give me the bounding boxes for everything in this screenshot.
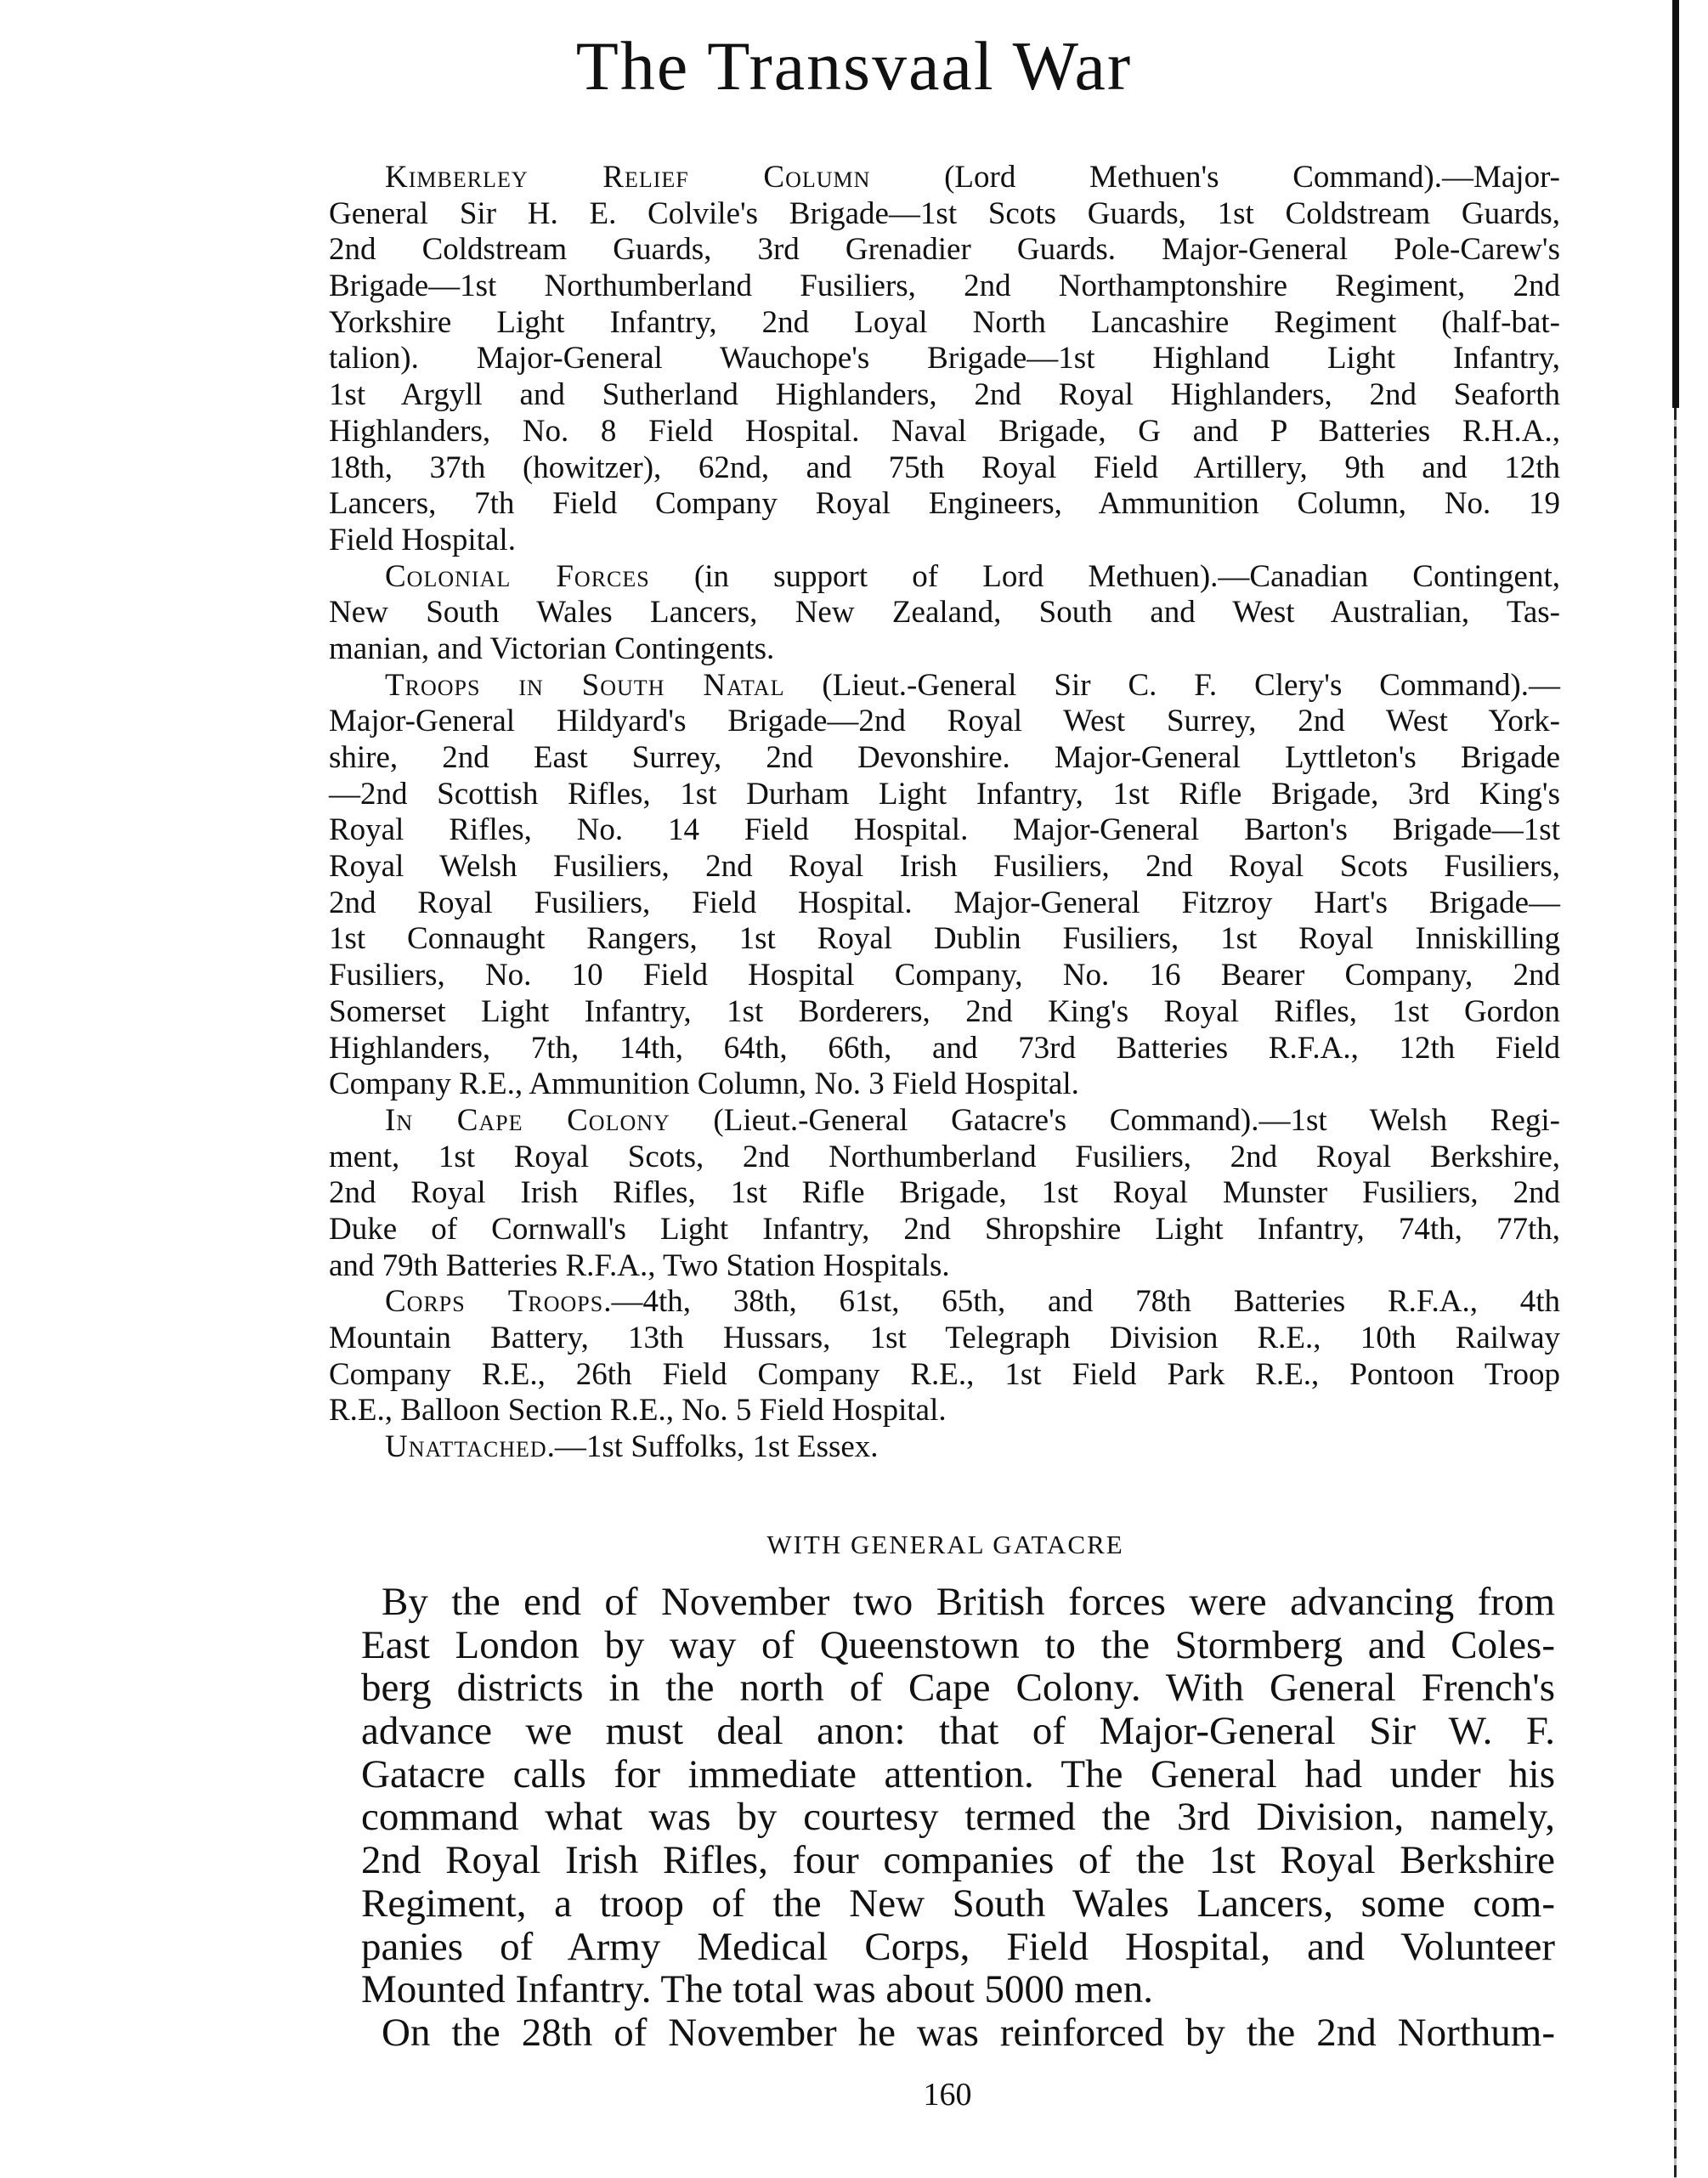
line-text: (in support of Lord Methuen).—Canadian Contingent, bbox=[649, 558, 1561, 594]
text-line bbox=[329, 668, 1560, 704]
text-line: East London by way of Queenstown to the Stormberg and Coles- bbox=[361, 1622, 1555, 1667]
text-line bbox=[329, 196, 1560, 233]
line-text: talion). Major-General Wauchope's Brigade—1st Highland Light Infantry, bbox=[329, 341, 1560, 376]
line-text: Yorkshire Light Infantry, 2nd Loyal North Lancashire Regiment (half-bat- bbox=[329, 304, 1560, 340]
text-line bbox=[329, 1103, 1560, 1140]
line-text: Highlanders, No. 8 Field Hospital. Naval Brigade, G and P Batteries R.H.A., bbox=[329, 413, 1560, 449]
unit-heading: Troops in South Natal bbox=[385, 667, 785, 703]
text-line bbox=[329, 1248, 1560, 1285]
text-line bbox=[329, 160, 1560, 196]
text-line bbox=[329, 1393, 1560, 1429]
text-line: By the end of November two British forces were advancing from bbox=[382, 1580, 1555, 1624]
text-line bbox=[329, 305, 1560, 342]
line-text: .—4th, 38th, 61st, 65th, and 78th Batteries R.F.A., 4th bbox=[603, 1284, 1560, 1320]
line-text: (Lord Methuen's Command).—Major- bbox=[870, 160, 1560, 195]
line-text: manian, and Victorian Contingents. bbox=[329, 631, 775, 666]
text-line bbox=[329, 1175, 1560, 1212]
text-line bbox=[329, 1031, 1560, 1067]
order-of-battle-list bbox=[329, 160, 1560, 1466]
line-text: —2nd Scottish Rifles, 1st Durham Light Infantry, 1st Rifle Brigade, 3rd King's bbox=[329, 776, 1560, 812]
unit-paragraph bbox=[329, 1103, 1560, 1284]
unit-heading: Colonial Forces bbox=[385, 558, 650, 594]
unit-heading: Unattached bbox=[385, 1429, 547, 1465]
line-text: 2nd Royal Irish Rifles, 1st Rifle Brigade, 1st Royal Munster Fusiliers, 2nd bbox=[329, 1175, 1560, 1211]
unit-paragraph bbox=[329, 160, 1560, 559]
text-line: On the 28th of November he was reinforced by the 2nd Northum- bbox=[382, 2010, 1555, 2055]
text-line bbox=[329, 740, 1560, 777]
text-line bbox=[329, 450, 1560, 487]
text-line bbox=[329, 1321, 1560, 1357]
text-line bbox=[329, 486, 1560, 523]
text-line bbox=[329, 1066, 1560, 1103]
unit-heading: Corps Troops bbox=[385, 1284, 604, 1320]
text-line bbox=[329, 958, 1560, 994]
text-line: command what was by courtesy termed the 3rd Division, namely, bbox=[361, 1795, 1555, 1840]
line-text: 2nd Coldstream Guards, 3rd Grenadier Guards. Major-General Pole-Carew's bbox=[329, 232, 1560, 268]
line-text: Highlanders, 7th, 14th, 64th, 66th, and 73rd Batteries R.F.A., 12th Field bbox=[329, 1030, 1560, 1066]
text-line: panies of Army Medical Corps, Field Hospital, and Volunteer bbox=[361, 1924, 1555, 1969]
text-line bbox=[329, 812, 1560, 849]
text-line bbox=[329, 777, 1560, 813]
text-line bbox=[329, 414, 1560, 450]
text-line bbox=[329, 994, 1560, 1031]
unit-heading: Kimberley Relief Column bbox=[385, 160, 871, 195]
unit-paragraph bbox=[329, 1284, 1560, 1429]
line-text: 1st Connaught Rangers, 1st Royal Dublin Fusiliers, 1st Royal Inniskilling bbox=[329, 921, 1560, 957]
body-text bbox=[361, 1581, 1555, 2055]
text-line bbox=[329, 1429, 1560, 1466]
line-text: Company R.E., 26th Field Company R.E., 1st Field Park R.E., Pontoon Troop bbox=[329, 1356, 1560, 1392]
line-text: Duke of Cornwall's Light Infantry, 2nd Shropshire Light Infantry, 74th, 77th, bbox=[329, 1211, 1560, 1247]
line-text: shire, 2nd East Surrey, 2nd Devonshire. Major-General Lyttleton's Brigade bbox=[329, 740, 1560, 775]
line-text: Fusiliers, No. 10 Field Hospital Company, No. 16 Bearer Company, 2nd bbox=[329, 958, 1560, 993]
text-line bbox=[329, 921, 1560, 958]
page-title: The Transvaal War bbox=[575, 27, 1133, 105]
line-text: Major-General Hildyard's Brigade—2nd Royal West Surrey, 2nd West York- bbox=[329, 704, 1560, 739]
line-text: Somerset Light Infantry, 1st Borderers, 2nd King's Royal Rifles, 1st Gordon bbox=[329, 993, 1560, 1029]
page-edge-shadow bbox=[1674, 408, 1677, 2178]
text-line: Gatacre calls for immediate attention. The General had under his bbox=[361, 1751, 1555, 1796]
line-text: Mountain Battery, 13th Hussars, 1st Telegraph Division R.E., 10th Railway bbox=[329, 1321, 1560, 1355]
text-line bbox=[329, 377, 1560, 414]
text-line bbox=[329, 232, 1560, 269]
text-line bbox=[329, 1357, 1560, 1394]
unit-paragraph bbox=[329, 1429, 1560, 1466]
unit-paragraph bbox=[329, 559, 1560, 668]
line-text: Field Hospital. bbox=[329, 522, 516, 557]
text-line bbox=[329, 269, 1560, 305]
text-line bbox=[329, 849, 1560, 885]
text-line bbox=[329, 704, 1560, 740]
text-line bbox=[329, 1140, 1560, 1176]
text-line bbox=[329, 1284, 1560, 1321]
line-text: 2nd Royal Fusiliers, Field Hospital. Major-General Fitzroy Hart's Brigade— bbox=[329, 885, 1560, 920]
line-text: and 79th Batteries R.F.A., Two Station Hospitals. bbox=[329, 1247, 950, 1283]
text-line: berg districts in the north of Cape Colony. With General French's bbox=[361, 1666, 1555, 1711]
line-text: Company R.E., Ammunition Column, No. 3 Field Hospital. bbox=[329, 1066, 1079, 1102]
paragraph bbox=[361, 1581, 1555, 2011]
line-text: (Lieut.-General Sir C. F. Clery's Command).— bbox=[784, 667, 1560, 703]
line-text: .—1st Suffolks, 1st Essex. bbox=[546, 1429, 879, 1465]
text-line bbox=[329, 1212, 1560, 1248]
line-text: General Sir H. E. Colvile's Brigade—1st Scots Guards, 1st Coldstream Guards, bbox=[329, 195, 1560, 231]
text-line: advance we must deal anon: that of Major-General Sir W. F. bbox=[361, 1709, 1555, 1754]
unit-paragraph bbox=[329, 668, 1560, 1103]
line-text: Royal Rifles, No. 14 Field Hospital. Major-General Barton's Brigade—1st bbox=[329, 812, 1560, 848]
text-line bbox=[329, 559, 1560, 596]
line-text: 18th, 37th (howitzer), 62nd, and 75th Royal Field Artillery, 9th and 12th bbox=[329, 450, 1560, 485]
line-text: Royal Welsh Fusiliers, 2nd Royal Irish Fusiliers, 2nd Royal Scots Fusiliers, bbox=[329, 849, 1560, 885]
text-line bbox=[329, 631, 1560, 668]
paragraph bbox=[361, 2011, 1555, 2055]
text-line bbox=[329, 523, 1560, 559]
line-text: ment, 1st Royal Scots, 2nd Northumberland Fusiliers, 2nd Royal Berkshire, bbox=[329, 1139, 1560, 1174]
text-line: 2nd Royal Irish Rifles, four companies of the 1st Royal Berkshire bbox=[361, 1838, 1555, 1883]
section-heading: WITH GENERAL GATACRE bbox=[766, 1530, 1124, 1559]
line-text: (Lieut.-General Gatacre's Command).—1st Welsh Regi- bbox=[670, 1102, 1560, 1138]
text-line bbox=[329, 341, 1560, 377]
line-text: Brigade—1st Northumberland Fusiliers, 2nd Northamptonshire Regiment, 2nd bbox=[329, 269, 1560, 304]
line-text: New South Wales Lancers, New Zealand, South and West Australian, Tas- bbox=[329, 595, 1560, 631]
unit-heading: In Cape Colony bbox=[385, 1102, 670, 1138]
line-text: 1st Argyll and Sutherland Highlanders, 2nd Royal Highlanders, 2nd Seaforth bbox=[329, 377, 1560, 413]
line-text: R.E., Balloon Section R.E., No. 5 Field Hospital. bbox=[329, 1393, 947, 1428]
text-line: Mounted Infantry. The total was about 5000 men. bbox=[361, 1967, 1153, 2012]
page-number: 160 bbox=[923, 2077, 972, 2113]
text-line bbox=[329, 885, 1560, 922]
line-text: Lancers, 7th Field Company Royal Engineers, Ammunition Column, No. 19 bbox=[329, 486, 1560, 522]
text-line: Regiment, a troop of the New South Wales Lancers, some com- bbox=[361, 1881, 1555, 1926]
text-line bbox=[329, 595, 1560, 631]
